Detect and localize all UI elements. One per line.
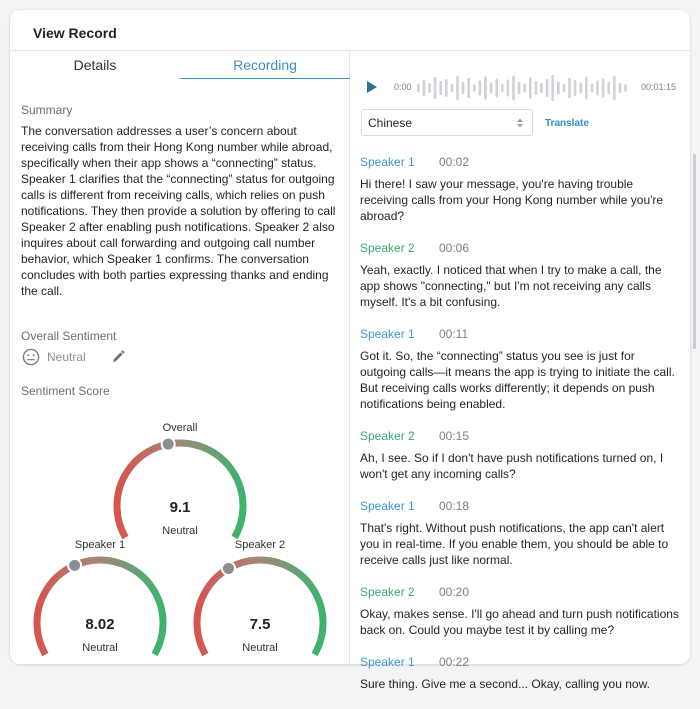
gauge-marker	[222, 562, 235, 575]
translate-button[interactable]: Translate	[545, 118, 589, 129]
duration: 00:01:15	[641, 82, 677, 92]
waveform-bar	[439, 81, 442, 95]
transcript-list	[360, 155, 680, 709]
waveform-bar	[507, 80, 510, 97]
speaker-label: Speaker 2	[360, 429, 415, 443]
transcript-entry	[360, 155, 680, 224]
gauge-sentiment: Neutral	[242, 642, 278, 654]
speaker-label: Speaker 1	[360, 327, 415, 341]
waveform-bar	[551, 75, 554, 101]
waveform-bar	[456, 76, 459, 100]
timestamp[interactable]: 00:15	[439, 429, 470, 443]
timestamp[interactable]: 00:20	[439, 585, 470, 599]
speaker-label: Speaker 1	[360, 499, 415, 513]
waveform-bar	[563, 84, 566, 92]
language-select[interactable]	[361, 109, 533, 136]
transcript-entry-header	[360, 585, 680, 601]
overall-sentiment-label: Overall Sentiment	[21, 329, 117, 343]
transcript-text: Hi there! I saw your message, you're having trouble receiving calls from your Hong Kong number while you're abroad?	[360, 177, 664, 223]
waveform-bar	[535, 81, 538, 95]
waveform-bar	[568, 78, 571, 98]
transcript-text: That's right. Without push notifications, the app can't alert you in real-time. If you enable them, you should be able to receive calls just like normal.	[360, 521, 669, 567]
transcript-text: Ah, I see. So if I don't have push notifications turned on, I won't get any incoming calls?	[360, 451, 664, 481]
sentiment-value: Neutral	[47, 350, 86, 364]
waveform-bar	[540, 83, 543, 93]
waveform-bar	[484, 77, 487, 100]
select-arrows-icon	[516, 117, 524, 129]
waveform-bar	[613, 76, 616, 100]
speaker-label: Speaker 1	[360, 655, 415, 669]
waveform-bar	[417, 84, 420, 92]
sentiment-score-label: Sentiment Score	[21, 384, 110, 398]
waveform-bar	[512, 76, 515, 101]
gauge-sentiment: Neutral	[162, 525, 198, 537]
waveform-bar	[574, 80, 577, 96]
transcript-entry-header	[360, 327, 680, 343]
waveform-bar	[579, 83, 582, 94]
gauge-arc	[37, 560, 163, 655]
transcript-entry	[360, 585, 680, 638]
waveform-bar	[501, 84, 504, 92]
transcript-entry	[360, 429, 680, 482]
tab-bar	[10, 51, 349, 79]
waveform-bar	[423, 80, 426, 96]
waveform-bar	[462, 82, 465, 94]
speaker-label: Speaker 1	[360, 155, 415, 169]
transcript-entry-header	[360, 155, 680, 171]
waveform-bar	[557, 82, 560, 95]
gauge-sentiment: Neutral	[82, 642, 118, 654]
timestamp[interactable]: 00:18	[439, 499, 470, 513]
speaker-label: Speaker 2	[360, 585, 415, 599]
gauge-marker	[162, 438, 175, 451]
tab-recording[interactable]: Recording	[233, 57, 297, 73]
gauge-value: 7.5	[249, 616, 271, 633]
audio-player	[351, 51, 690, 101]
scrollbar[interactable]	[693, 154, 696, 349]
timestamp[interactable]: 00:06	[439, 241, 470, 255]
waveform[interactable]	[417, 73, 637, 103]
waveform-bar	[546, 79, 549, 97]
gauge-overall	[117, 422, 243, 538]
waveform-bar	[602, 79, 605, 98]
gauge-speaker-2	[197, 539, 323, 655]
waveform-bar	[428, 83, 431, 93]
transcript-entry-header	[360, 241, 680, 257]
waveform-bar	[473, 85, 476, 92]
waveform-bar	[479, 81, 482, 96]
waveform-bar	[467, 78, 470, 98]
speaker-label: Speaker 2	[360, 241, 415, 255]
transcript-text: Okay, makes sense. I'll go ahead and turn push notifications back on. Could you maybe test it by calling me?	[360, 607, 679, 637]
timestamp[interactable]: 00:02	[439, 155, 470, 169]
neutral-face-icon	[22, 348, 40, 366]
waveform-bar	[585, 77, 588, 100]
waveform-bar	[619, 83, 622, 93]
transcript-text: Sure thing. Give me a second... Okay, calling you now.	[360, 677, 650, 691]
transcript-text: Got it. So, the “connecting” status you see is just for outgoing calls—it means the app is trying to initiate the call. But receiving calls works differently; it depends on push notifications being enabled.	[360, 349, 675, 411]
transcript-entry-header	[360, 499, 680, 515]
transcript-text: Yeah, exactly. I noticed that when I try to make a call, the app shows "connecting," but I'm not receiving any calls myself. It's a bit confusing.	[360, 263, 662, 309]
transcript-entry-header	[360, 655, 680, 671]
sentiment-row	[22, 347, 126, 367]
timestamp[interactable]: 00:22	[439, 655, 470, 669]
gauge-value: 9.1	[169, 499, 191, 516]
current-time: 0:00	[394, 82, 412, 92]
waveform-bar	[451, 84, 454, 93]
summary-label: Summary	[21, 103, 73, 117]
waveform-bar	[490, 83, 493, 94]
gauge-title: Overall	[162, 422, 198, 434]
summary-text: The conversation addresses a user’s concern about receiving calls from their Hong Kong number while abroad, specifically when their app shows a “connecting” status. Speaker 1 clarifies that the “connecting” status for outgoing calls is different from receiving calls, which relies on push notifications. They then provide a solution by offering to call Speaker 2 after enabling push notifications. Speaker 2 also inquires about call forwarding and outgoing call number behavior, which Speaker 1 confirms. The conversation concludes with both parties expressing thanks and ending the call.	[21, 124, 336, 298]
edit-pencil-icon[interactable]	[110, 349, 126, 365]
page-title: View Record	[10, 10, 690, 51]
active-tab-indicator	[180, 78, 350, 79]
waveform-bar	[518, 82, 521, 94]
transcript-entry	[360, 499, 680, 568]
gauge-speaker-1	[37, 539, 163, 655]
waveform-bar	[624, 85, 627, 92]
waveform-bar	[495, 79, 498, 98]
gauge-arc	[117, 443, 243, 538]
timestamp[interactable]: 00:11	[439, 327, 469, 341]
tab-details[interactable]: Details	[73, 57, 117, 73]
waveform-bar	[445, 79, 448, 97]
gauge-arc	[197, 560, 323, 655]
sentiment-gauges	[10, 411, 350, 661]
gauge-title: Speaker 1	[74, 539, 126, 551]
gauge-marker	[68, 559, 81, 572]
waveform-bar	[434, 77, 437, 99]
recording-pane	[351, 51, 690, 691]
details-pane	[10, 51, 350, 664]
gauge-value: 8.02	[85, 616, 115, 633]
gauge-title: Speaker 2	[234, 539, 286, 551]
waveform-bar	[607, 82, 610, 94]
waveform-bar	[529, 78, 532, 99]
transcript-entry	[360, 241, 680, 310]
transcript-entry	[360, 327, 680, 412]
language-selected: Chinese	[368, 116, 413, 130]
waveform-bar	[523, 84, 526, 93]
transcript-entry	[360, 655, 680, 692]
transcript-entry-header	[360, 429, 680, 445]
play-icon[interactable]	[366, 80, 378, 94]
view-record-card	[10, 10, 690, 691]
waveform-bar	[591, 84, 594, 93]
waveform-bar	[596, 81, 599, 96]
